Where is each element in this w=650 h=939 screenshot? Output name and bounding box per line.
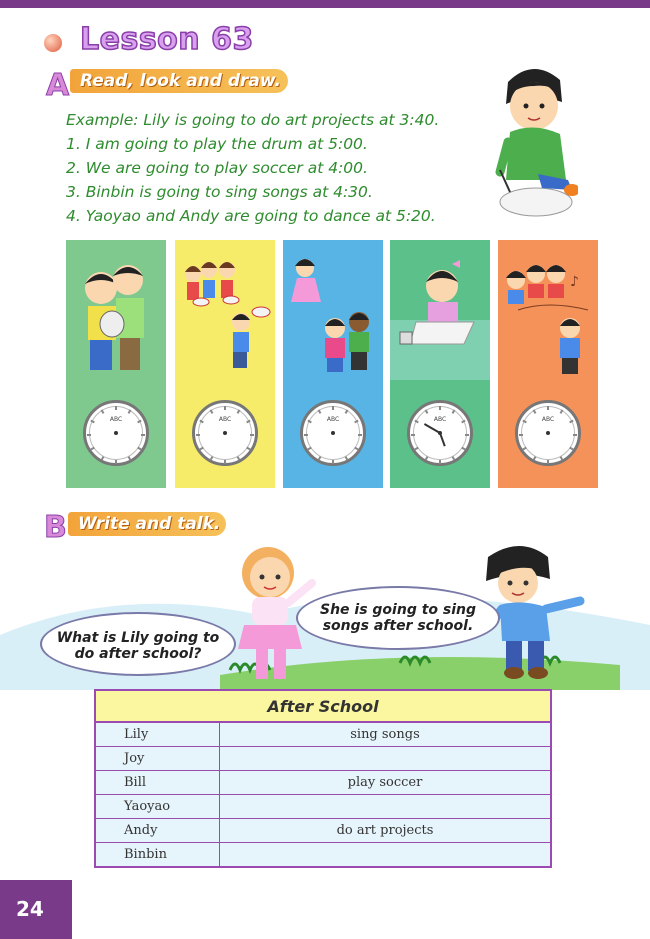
clock-face: ABC [515, 400, 581, 466]
sentence-2: 2. We are going to play soccer at 4:00. [66, 159, 368, 177]
clock-tick [141, 434, 145, 436]
clock-tick [569, 447, 573, 451]
clock-face: ABC [192, 400, 258, 466]
clock-face: ABC [300, 400, 366, 466]
clock-tick [246, 447, 250, 451]
clock-face-3-40: ABC [407, 400, 473, 466]
clock-tick [439, 406, 441, 410]
clock-tick [519, 434, 523, 436]
clock-tick [137, 447, 141, 451]
clock-tick [237, 456, 241, 460]
clock-tick [560, 456, 564, 460]
picture-panel-2 [175, 240, 275, 488]
table-row [96, 819, 550, 843]
sentence-1: 1. I am going to play the drum at 5:00. [66, 135, 368, 153]
picture-panel-1 [66, 240, 166, 488]
clock-tick [115, 406, 117, 410]
row-activity[interactable] [220, 843, 550, 866]
page-number: 24 [0, 880, 72, 939]
speech-bubble-answer: She is going to sing songs after school. [296, 586, 500, 650]
clock-tick [318, 456, 322, 460]
row-name: Yaoyao [96, 795, 220, 818]
row-name: Lily [96, 723, 220, 746]
clock-tick [547, 406, 549, 410]
boy-drawing-clock-illustration [488, 62, 578, 222]
lesson-title: Lesson 63 [80, 22, 254, 57]
clock-face: ABC [83, 400, 149, 466]
row-activity[interactable] [220, 795, 550, 818]
picture-panel-3 [283, 240, 383, 488]
picture-panel-4 [390, 240, 490, 488]
clock-tick [439, 460, 441, 464]
clock-tick [411, 434, 415, 436]
row-activity[interactable]: sing songs [350, 727, 420, 742]
clock-tick [210, 456, 214, 460]
clock-tick [101, 456, 105, 460]
clock-tick [128, 456, 132, 460]
picture-panel-5 [498, 240, 598, 488]
clock-tick [573, 434, 577, 436]
row-activity[interactable] [220, 747, 550, 770]
row-activity[interactable]: do art projects [336, 823, 434, 838]
clock-tick [332, 406, 334, 410]
row-name: Bill [96, 771, 220, 794]
clock-tick [196, 434, 200, 436]
clock-tick [250, 434, 254, 436]
clock-tick [358, 434, 362, 436]
table-row [96, 747, 550, 771]
row-name: Binbin [96, 843, 220, 866]
clock-tick [452, 456, 456, 460]
clock-tick [533, 456, 537, 460]
table-row [96, 843, 550, 866]
table-row [96, 723, 550, 747]
clock-tick [115, 460, 117, 464]
clock-tick [345, 456, 349, 460]
clock-tick [547, 460, 549, 464]
table-row [96, 795, 550, 819]
example-sentence: Example: Lily is going to do art projects at 3:40. [66, 111, 440, 129]
section-a-instruction: Read, look and draw. [70, 69, 288, 93]
clock-tick [332, 460, 334, 464]
clock-tick [465, 434, 469, 436]
girl-drawing-illustration [390, 240, 490, 380]
section-b-instruction: Write and talk. [68, 512, 226, 536]
row-name: Andy [96, 819, 220, 842]
children-singing-illustration [498, 240, 598, 380]
svg-text:♪: ♪ [570, 274, 579, 290]
clock-tick [224, 406, 226, 410]
row-name: Joy [96, 747, 220, 770]
clock-tick [304, 434, 308, 436]
table-row [96, 771, 550, 795]
sentence-list [66, 108, 439, 228]
children-drumming-illustration [175, 240, 275, 380]
bullet-icon [44, 34, 62, 52]
clock-tick [354, 447, 358, 451]
sentence-3: 3. Binbin is going to sing songs at 4:30. [66, 183, 373, 201]
clock-tick [87, 434, 91, 436]
top-bar [0, 0, 650, 8]
boys-playing-illustration [66, 240, 166, 380]
clock-tick [224, 460, 226, 464]
row-activity[interactable]: play soccer [347, 775, 423, 790]
speech-bubble-question: What is Lily going to do after school? [40, 612, 236, 676]
clock-tick [461, 447, 465, 451]
section-b-letter: B [44, 510, 67, 545]
clock-tick [425, 456, 429, 460]
after-school-table [94, 689, 552, 868]
table-title: After School [96, 691, 550, 723]
children-dancing-illustration [283, 240, 383, 380]
sentence-4: 4. Yaoyao and Andy are going to dance at 5:20. [66, 207, 436, 225]
section-a-letter: A [46, 68, 70, 103]
